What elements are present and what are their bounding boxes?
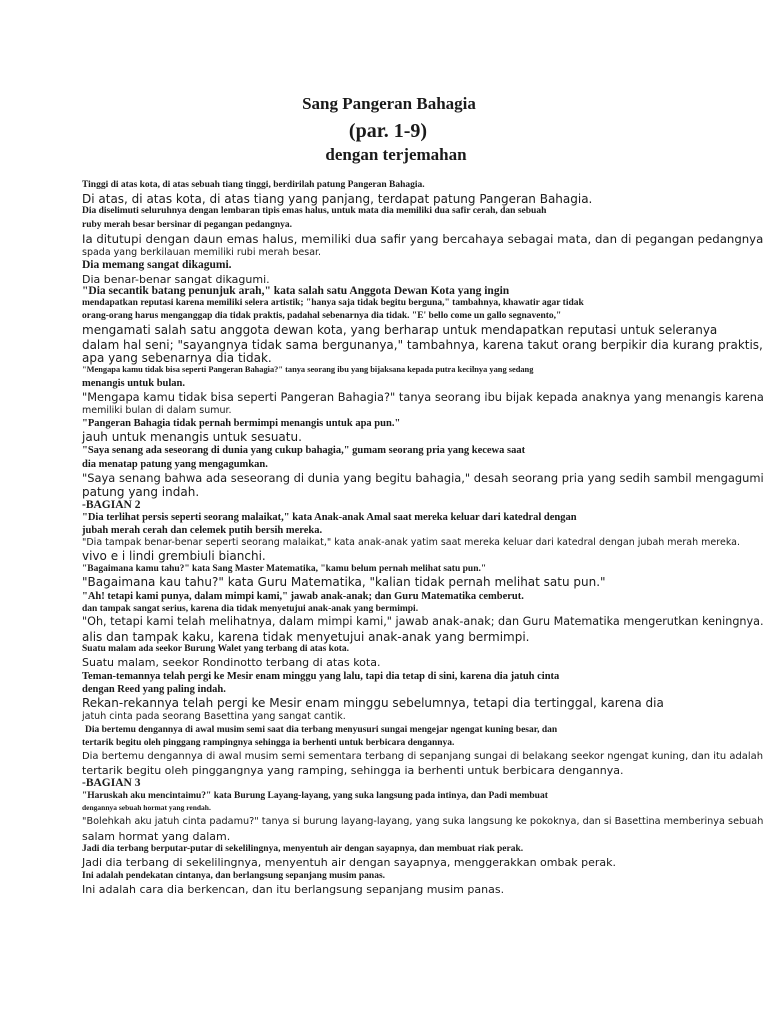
text-line: "Bagaimana kamu tahu?" kata Sang Master Matematika, "kamu belum pernah melihat satu pun." (82, 564, 487, 574)
text-line: Suatu malam, seekor Rondinotto terbang di atas kota. (82, 656, 381, 669)
text-line: dia menatap patung yang mengagumkan. (82, 459, 268, 470)
text-line: "Dia terlihat persis seperti seorang malaikat," kata Anak-anak Amal saat mereka keluar dari katedral dengan (82, 512, 577, 523)
section-heading: -BAGIAN 3 (82, 777, 141, 789)
text-line: "Haruskah aku mencintaimu?" kata Burung Layang-layang, yang suka langsung pada intinya, dan Padi membuat (82, 791, 548, 801)
text-line: Tinggi di atas kota, di atas sebuah tiang tinggi, berdirilah patung Pangeran Bahagia. (82, 180, 425, 190)
text-line: "Dia secantik batang penunjuk arah," kata salah satu Anggota Dewan Kota yang ingin (82, 285, 510, 297)
text-line: Ia ditutupi dengan daun emas halus, memiliki dua safir yang bercahaya sebagai mata, dan di pegangan pedangnya (82, 232, 764, 246)
text-line: "Saya senang ada seseorang di dunia yang cukup bahagia," gumam seorang pria yang kecewa saat (82, 445, 526, 456)
text-line: Dia benar-benar sangat dikagumi. (82, 273, 270, 286)
text-line: Dia bertemu dengannya di awal musim semi sementara terbang di sepanjang sungai di belakang seekor ngengat kuning, dan itu adalah (82, 751, 764, 762)
text-line: Dia diselimuti seluruhnya dengan lembaran tipis emas halus, untuk mata dia memiliki dua safir cerah, dan sebuah (82, 206, 547, 216)
text-line: Rekan-rekannya telah pergi ke Mesir enam minggu sebelumnya, tetapi dia tertinggal, karena dia (82, 696, 664, 710)
text-line: Ini adalah cara dia berkencan, dan itu berlangsung sepanjang musim panas. (82, 883, 505, 896)
text-line: "Pangeran Bahagia tidak pernah bermimpi menangis untuk apa pun." (82, 418, 401, 429)
text-line: menangis untuk bulan. (82, 378, 186, 389)
text-line: dengan Reed yang paling indah. (82, 684, 226, 695)
text-line: "Dia tampak benar-benar seperti seorang malaikat," kata anak-anak yatim saat mereka keluar dari katedral dengan jubah merah mereka. (82, 537, 740, 548)
text-line: jubah merah cerah dan celemek putih bersih mereka. (82, 525, 323, 536)
text-line: Jadi dia terbang di sekelilingnya, menyentuh air dengan sayapnya, menggerakkan ombak perak. (82, 856, 616, 869)
text-line: mendapatkan reputasi karena memiliki selera artistik; "hanya saja tidak begitu berguna," tambahnya, khawatir agar tidak (82, 298, 584, 308)
text-line: Di atas, di atas kota, di atas tiang yang panjang, terdapat patung Pangeran Bahagia. (82, 192, 593, 206)
text-line: Dia bertemu dengannya di awal musim semi saat dia terbang menyusuri sungai mengejar ngengat kuning besar, dan (85, 725, 558, 735)
text-line: dengannya sebuah hormat yang rendah. (82, 803, 211, 812)
title-line-3: dengan terjemahan (325, 145, 467, 164)
text-line: dan tampak sangat serius, karena dia tidak menyetujui anak-anak yang bermimpi. (82, 604, 419, 614)
text-line: salam hormat yang dalam. (82, 830, 231, 843)
text-line: "Bagaimana kau tahu?" kata Guru Matematika, "kalian tidak pernah melihat satu pun." (82, 575, 606, 589)
text-line: jatuh cinta pada seorang Basettina yang sangat cantik. (82, 711, 346, 722)
text-line: vivo e i lindi grembiuli bianchi. (82, 549, 266, 563)
text-line: Suatu malam ada seekor Burung Walet yang terbang di atas kota. (82, 644, 350, 654)
text-line: "Oh, tetapi kami telah melihatnya, dalam mimpi kami," jawab anak-anak; dan Guru Matematika mengerutkan keningnya. (82, 615, 764, 628)
text-line: memiliki bulan di dalam sumur. (82, 405, 232, 416)
text-line: tertarik begitu oleh pinggang rampingnya sehingga ia berhenti untuk berbicara dengannya. (82, 738, 455, 748)
text-line: orang-orang harus menganggap dia tidak praktis, padahal sebenarnya dia tidak. "E' bello come un gallo segnavento," (82, 311, 562, 321)
text-line: Dia memang sangat dikagumi. (82, 259, 232, 271)
section-heading: -BAGIAN 2 (82, 499, 141, 511)
text-line: jauh untuk menangis untuk sesuatu. (82, 430, 302, 444)
title-line-2: (par. 1-9) (348, 120, 428, 142)
text-line: Teman-temannya telah pergi ke Mesir enam minggu yang lalu, tapi dia tetap di sini, karena dia jatuh cinta (82, 671, 560, 682)
text-line: "Ah! tetapi kami punya, dalam mimpi kami," jawab anak-anak; dan Guru Matematika cemberut. (82, 591, 524, 602)
text-line: mengamati salah satu anggota dewan kota, yang berharap untuk mendapatkan reputasi untuk seleranya (82, 323, 718, 337)
text-line: "Bolehkah aku jatuh cinta padamu?" tanya si burung layang-layang, yang suka langsung ke pokoknya, dan si Basettina memberinya sebuah (82, 816, 764, 827)
text-line: "Mengapa kamu tidak bisa seperti Pangeran Bahagia?" tanya seorang ibu bijak kepada anaknya yang menangis karena (82, 390, 764, 404)
text-line: Ini adalah pendekatan cintanya, dan berlangsung sepanjang musim panas. (82, 871, 386, 881)
text-line: dalam hal seni; "sayangnya tidak sama bergunanya," tambahnya, karena takut orang berpikir dia kurang praktis, (82, 338, 763, 352)
title-line-1: Sang Pangeran Bahagia (302, 94, 476, 113)
text-line: apa yang sebenarnya dia tidak. (82, 351, 272, 365)
text-line: patung yang indah. (82, 485, 200, 499)
text-line: "Mengapa kamu tidak bisa seperti Pangeran Bahagia?" tanya seorang ibu yang bijaksana kepada putra kecilnya yang sedang (82, 365, 534, 374)
text-line: alis dan tampak kaku, karena tidak menyetujui anak-anak yang bermimpi. (82, 630, 530, 644)
text-line: ruby merah besar bersinar di pegangan pedangnya. (82, 220, 293, 230)
text-line: spada yang berkilauan memiliki rubi merah besar. (82, 247, 322, 258)
text-line: "Saya senang bahwa ada seseorang di dunia yang begitu bahagia," desah seorang pria yang sedih sambil mengagumi (82, 471, 764, 485)
text-line: tertarik begitu oleh pinggangnya yang ramping, sehingga ia berhenti untuk berbicara dengannya. (82, 764, 624, 777)
text-line: Jadi dia terbang berputar-putar di sekelilingnya, menyentuh air dengan sayapnya, dan membuat riak perak. (82, 844, 524, 854)
